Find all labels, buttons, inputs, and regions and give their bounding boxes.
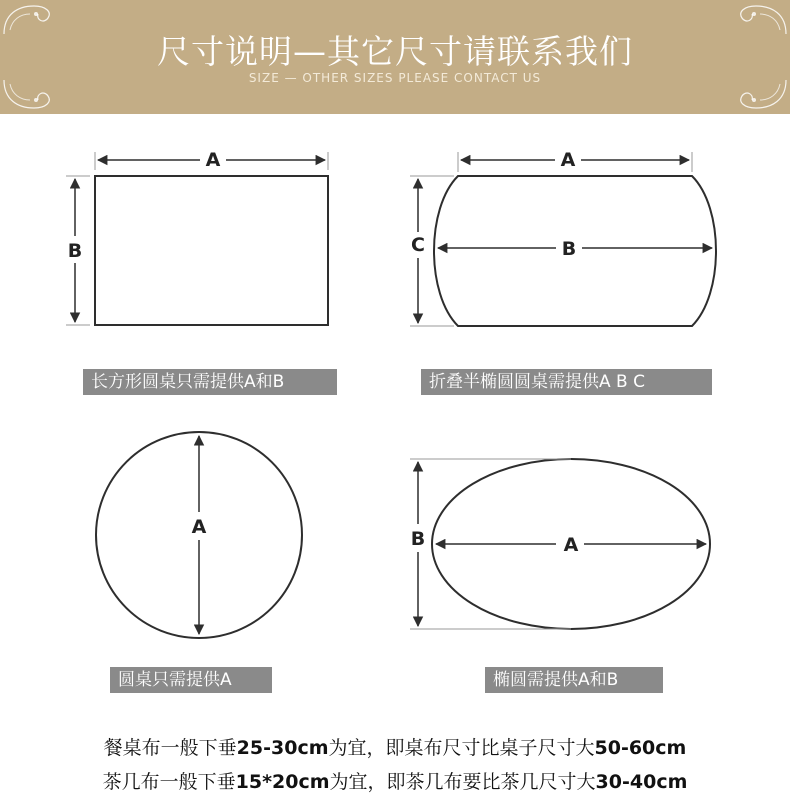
caption-half-oval: 折叠半椭圆圆桌需提供A B C [421, 369, 712, 395]
dimension-label-b: B [67, 240, 83, 262]
oval-table-diagram [410, 459, 710, 629]
caption-rectangle: 长方形圆桌只需提供A和B [83, 369, 337, 395]
note-number: 15*20cm [235, 771, 330, 793]
half-oval-table-diagram [410, 149, 716, 326]
dimension-label-c: C [411, 234, 425, 256]
dimension-label-b: B [561, 238, 577, 260]
note-text: 为宜，即茶几布要比茶几尺寸大 [329, 771, 596, 793]
coffee-table-cloth-note [0, 767, 790, 794]
rectangle-shape [95, 176, 328, 325]
tablecloth-drop-note [0, 733, 790, 760]
rectangle-table-diagram [66, 149, 328, 325]
dimension-label-a: A [191, 516, 207, 538]
dimension-label-a: A [205, 149, 221, 171]
note-text: 茶几布一般下垂 [102, 771, 236, 793]
page-title: 尺寸说明—其它尺寸请联系我们 [157, 32, 633, 71]
note-text: 为宜，即桌布尺寸比桌子尺寸大 [328, 737, 595, 759]
round-table-diagram [96, 432, 302, 638]
note-number: 30-40cm [595, 771, 688, 793]
dimension-label-b: B [410, 528, 426, 550]
caption-circle: 圆桌只需提供A [110, 667, 272, 693]
note-number: 50-60cm [594, 737, 687, 759]
dimension-label-a: A [563, 534, 579, 556]
note-text: 餐桌布一般下垂 [103, 737, 237, 759]
page-subtitle: SIZE — OTHER SIZES PLEASE CONTACT US [248, 71, 542, 85]
caption-ellipse: 椭圆需提供A和B [485, 667, 663, 693]
note-number: 25-30cm [236, 737, 329, 759]
dimension-label-a: A [560, 149, 576, 171]
